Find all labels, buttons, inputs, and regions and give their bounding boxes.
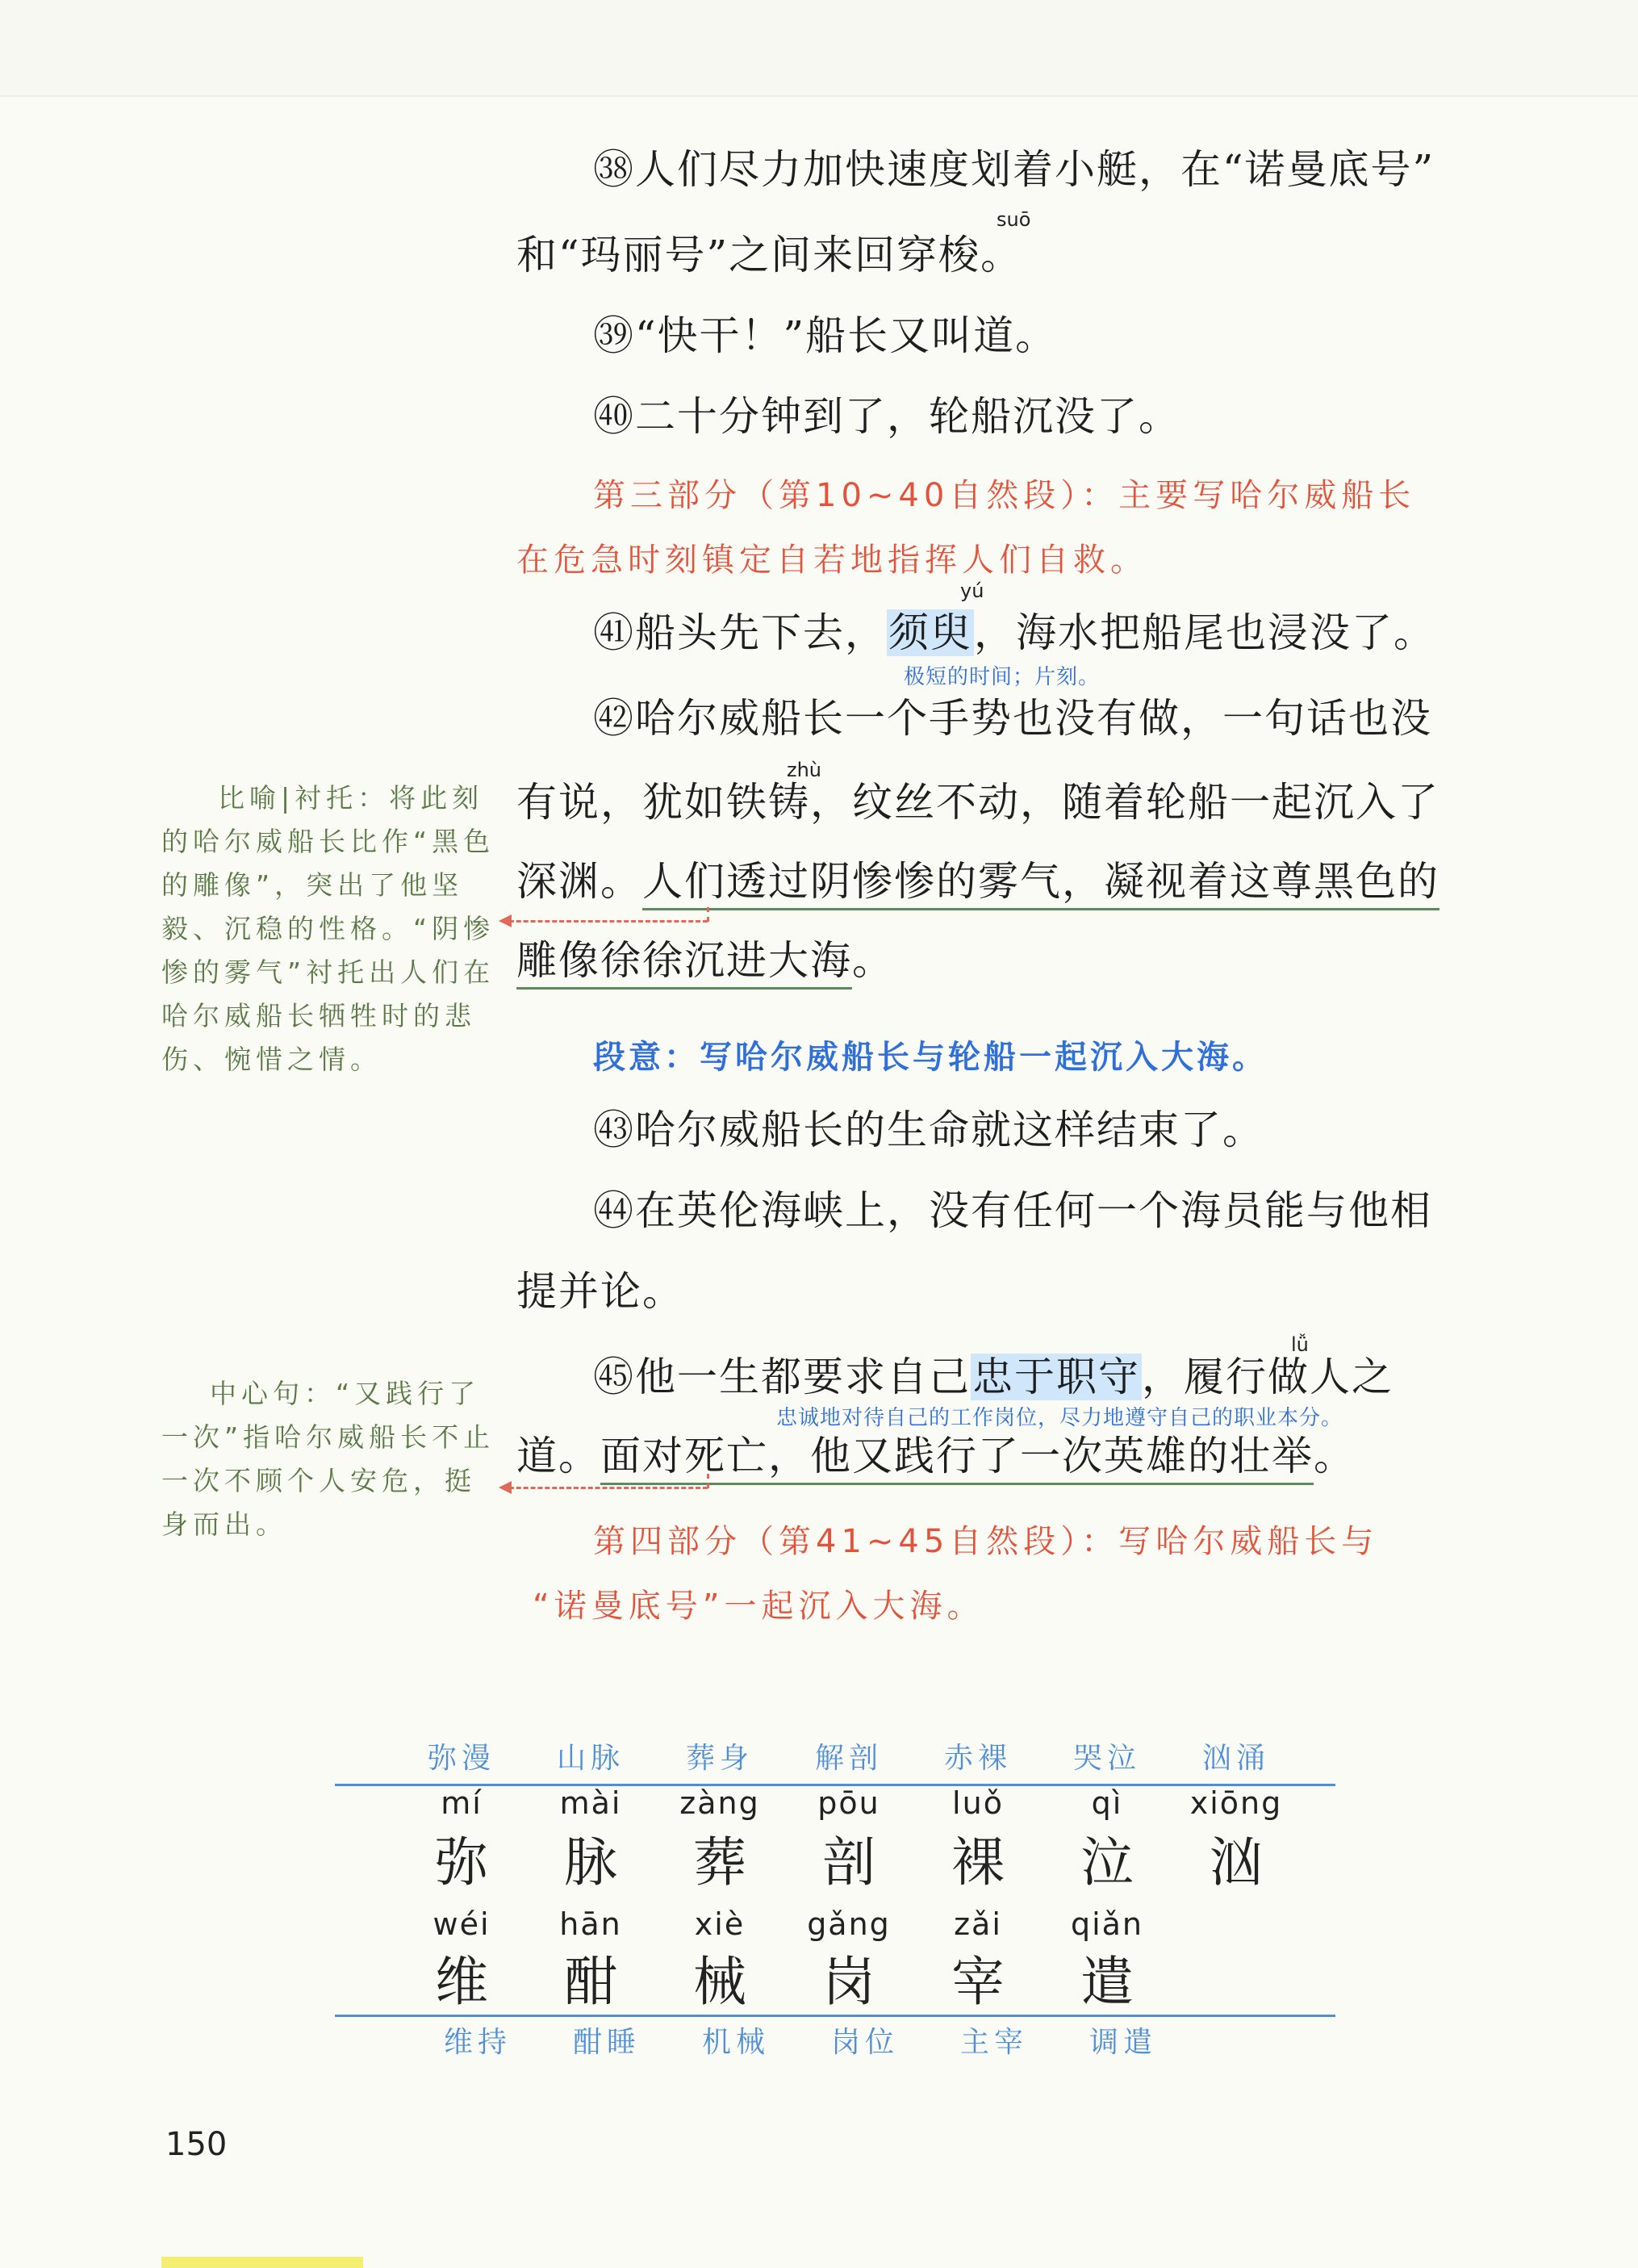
side-note-central-sentence: 中心句：“又践行了一次”指哈尔威船长不止一次不顾个人安危，挺身而出。 bbox=[161, 1378, 495, 1540]
vocab-word: 维持 bbox=[443, 2026, 512, 2059]
vocab-word: 汹涌 bbox=[1201, 1742, 1270, 1775]
vocab-word: 葬身 bbox=[685, 1742, 754, 1775]
paragraph-38-line-1: ㊳人们尽力加快速度划着小艇，在“诺曼底号” bbox=[593, 146, 1435, 193]
vocab-pinyin: qiǎn bbox=[1070, 1906, 1144, 1942]
annotation-arrow bbox=[502, 920, 708, 923]
pinyin-lv: lǚ bbox=[1291, 1333, 1309, 1356]
paragraph-41 bbox=[593, 609, 1435, 657]
vocab-character: 脉 bbox=[564, 1831, 617, 1893]
vocab-word: 赤裸 bbox=[943, 1742, 1012, 1775]
text: ，纹丝不动，随着轮船一起沉入了 bbox=[810, 779, 1440, 826]
vocab-pinyin: zǎi bbox=[954, 1906, 1002, 1942]
text: 道。 bbox=[516, 1433, 600, 1479]
vocab-word: 弥漫 bbox=[427, 1742, 495, 1775]
text: ， bbox=[1142, 1354, 1184, 1400]
pinyin-yu: yú bbox=[960, 580, 984, 602]
annotated-char: 履 bbox=[1184, 1354, 1226, 1400]
pinyin-zhu: zhù bbox=[787, 759, 822, 781]
part-3-summary-line-2: 在危急时刻镇定自若地指挥人们自救。 bbox=[516, 542, 1147, 579]
underlined-sentence: 面对死亡，他又践行了一次英雄的壮举 bbox=[600, 1433, 1314, 1485]
vocab-word: 山脉 bbox=[556, 1742, 625, 1775]
annotation-tick bbox=[707, 907, 709, 922]
side-note-metaphor: 比喻|衬托：将此刻的哈尔威船长比作“黑色的雕像”，突出了他坚毅、沉稳的性格。“阴惨惨的雾气”衬托出人们在哈尔威船长牺牲时的悲伤、惋惜之情。 bbox=[161, 782, 495, 1075]
paragraph-40: ㊵二十分钟到了，轮船沉没了。 bbox=[593, 393, 1180, 440]
vocab-pinyin: mí bbox=[441, 1785, 483, 1821]
vocab-pinyin: wéi bbox=[432, 1906, 491, 1942]
paragraph-45-line-1 bbox=[593, 1353, 1394, 1401]
vocab-pinyin: hān bbox=[559, 1906, 622, 1942]
highlighted-word: 须臾 bbox=[888, 609, 972, 656]
vocab-character: 裸 bbox=[951, 1831, 1005, 1893]
annotation-tick bbox=[707, 1474, 709, 1488]
vocab-character: 汹 bbox=[1210, 1831, 1263, 1893]
paragraph-43: ㊸哈尔威船长的生命就这样结束了。 bbox=[593, 1107, 1264, 1153]
underlined-sentence: 人们透过阴惨惨的雾气，凝视着这尊黑色的 bbox=[642, 858, 1440, 910]
vocab-character: 弥 bbox=[435, 1831, 488, 1893]
paragraph-44-line-2: 提并论。 bbox=[516, 1268, 684, 1315]
text: 。 bbox=[980, 232, 1023, 278]
vocab-word: 解剖 bbox=[814, 1742, 883, 1775]
page-header-band bbox=[0, 0, 1638, 97]
vocab-word: 哭泣 bbox=[1072, 1742, 1141, 1775]
vocab-character: 维 bbox=[435, 1951, 488, 2013]
vocab-pinyin: pōu bbox=[817, 1785, 880, 1821]
vocab-character: 泣 bbox=[1080, 1831, 1134, 1893]
vocab-word: 酣睡 bbox=[572, 2026, 641, 2059]
part-3-summary-line-1: 第三部分（第10~40自然段）：主要写哈尔威船长 bbox=[593, 477, 1416, 514]
text: 和“玛丽号”之间来回穿 bbox=[516, 232, 939, 278]
paragraph-42-line-1: ㊷哈尔威船长一个手势也没有做，一句话也没 bbox=[593, 695, 1432, 742]
paragraph-38-line-2 bbox=[516, 231, 1022, 279]
part-4-summary-line-2: “诺曼底号”一起沉入大海。 bbox=[533, 1588, 984, 1625]
underlined-sentence: 雕像徐徐沉进大海 bbox=[516, 937, 852, 990]
annotated-char: 铸 bbox=[768, 779, 810, 826]
text: ㊺他一生都要求自己 bbox=[593, 1354, 971, 1400]
text: 行做人之 bbox=[1226, 1354, 1394, 1400]
vocab-pinyin: luǒ bbox=[952, 1785, 1004, 1821]
vocab-word: 机械 bbox=[701, 2026, 770, 2059]
part-4-summary-line-1: 第四部分（第41~45自然段）：写哈尔威船长与 bbox=[593, 1523, 1379, 1560]
vocab-word: 调遣 bbox=[1089, 2026, 1157, 2059]
word-note-xuyu: 极短的时间；片刻。 bbox=[904, 665, 1101, 689]
text: 深渊。 bbox=[516, 858, 642, 905]
vocab-pinyin: qì bbox=[1091, 1785, 1123, 1821]
paragraph-42-line-4 bbox=[516, 936, 894, 985]
vocab-word: 主宰 bbox=[959, 2026, 1028, 2059]
vocab-character: 剖 bbox=[822, 1831, 875, 1893]
text: 。 bbox=[1314, 1433, 1356, 1479]
vocab-character: 岗 bbox=[822, 1951, 875, 2013]
vocab-character: 械 bbox=[693, 1951, 746, 2013]
page-number: 150 bbox=[165, 2126, 228, 2163]
vocab-character: 酣 bbox=[564, 1951, 617, 2013]
vocab-pinyin: mài bbox=[559, 1785, 622, 1821]
text: 。 bbox=[852, 937, 894, 984]
bottom-color-strip bbox=[161, 2257, 363, 2268]
pinyin-suo: suō bbox=[997, 208, 1031, 231]
highlighted-word: 忠于职守 bbox=[972, 1354, 1140, 1400]
vocab-character: 宰 bbox=[951, 1951, 1005, 2013]
annotation-arrow bbox=[502, 1487, 708, 1489]
vocab-pinyin: xiōng bbox=[1189, 1785, 1283, 1821]
paragraph-45-line-2 bbox=[516, 1432, 1356, 1480]
vocab-pinyin: xiè bbox=[694, 1906, 746, 1942]
vocab-character: 遣 bbox=[1080, 1951, 1134, 2013]
paragraph-42-line-3 bbox=[516, 857, 1440, 906]
paragraph-44-line-1: ㊹在英伦海峡上，没有任何一个海员能与他相 bbox=[593, 1187, 1432, 1234]
vocab-pinyin: gǎng bbox=[807, 1906, 891, 1942]
text: ㊶船头先下去， bbox=[593, 609, 887, 656]
paragraph-42-line-2 bbox=[516, 778, 1440, 826]
paragraph-meaning-note: 段意：写哈尔威船长与轮船一起沉入大海。 bbox=[593, 1039, 1268, 1076]
annotated-char: 梭 bbox=[938, 232, 981, 278]
text: 有说，犹如铁 bbox=[516, 779, 768, 826]
text: ，海水把船尾也浸没了。 bbox=[974, 609, 1435, 656]
paragraph-39: ㊴“快干！”船长又叫道。 bbox=[593, 312, 1058, 359]
vocab-word: 岗位 bbox=[830, 2026, 899, 2059]
word-note-zhongyuzhishou: 忠诚地对待自己的工作岗位，尽力地遵守自己的职业本分。 bbox=[776, 1406, 1343, 1430]
vocab-character: 葬 bbox=[693, 1831, 746, 1893]
vocab-pinyin: zàng bbox=[679, 1785, 760, 1821]
